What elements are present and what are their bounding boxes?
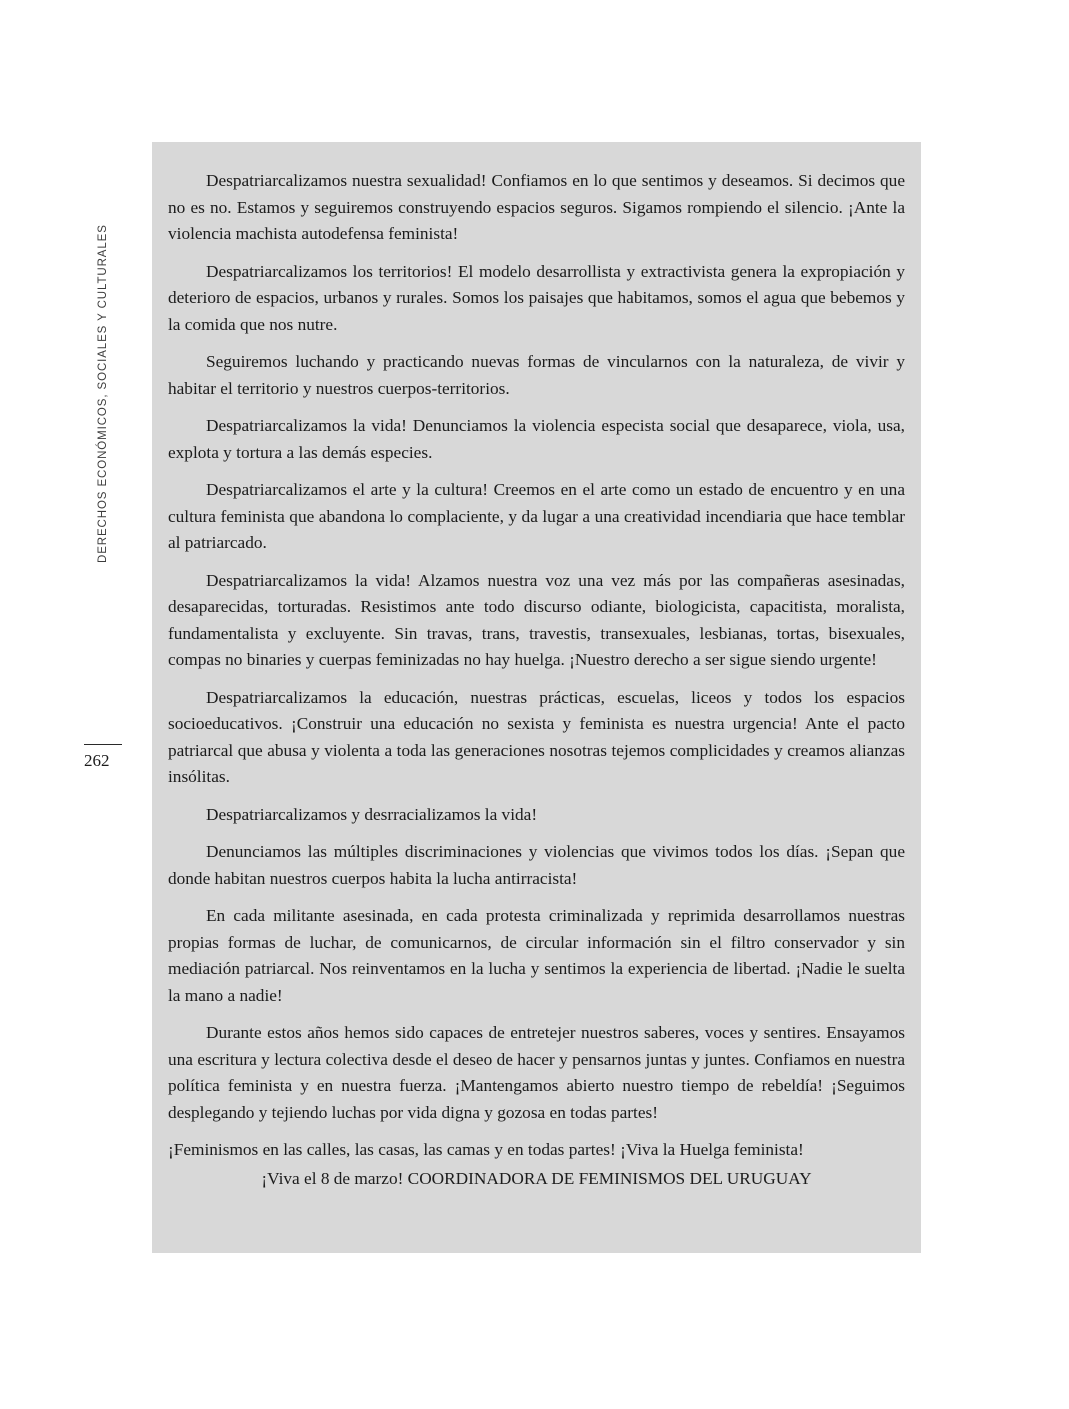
sidebar-vertical-label: DERECHOS ECONÓMICOS, SOCIALES Y CULTURALES: [97, 224, 109, 563]
paragraph-naturaleza: Seguiremos luchando y practicando nuevas formas de vincularnos con la naturaleza, de vivir y habitar el territorio y nuestros cuerpos-territorios.: [168, 352, 905, 398]
closing-line-coordinadora: ¡Viva el 8 de marzo! COORDINADORA DE FEMINISMOS DEL URUGUAY: [261, 1168, 812, 1188]
paragraph-militante: En cada militante asesinada, en cada protesta criminalizada y reprimida desarrollamos nuestras propias formas de luchar, de comunicarnos, de circular información sin el filtro conservador y sin mediación patriarcal. Nos reinventamos en la lucha y sentimos la experiencia de libertad. ¡Nadie le suelta la mano a nadie!: [168, 906, 905, 1005]
content-panel: [152, 142, 921, 1253]
paragraph-sexualidad: Despatriarcalizamos nuestra sexualidad! Confiamos en lo que sentimos y deseamos. Si decimos que no es no. Estamos y seguiremos construyendo espacios seguros. Sigamos rompiendo el silencio. ¡Ante la violencia machista autodefensa feminista!: [168, 171, 905, 243]
paragraph-territorios: Despatriarcalizamos los territorios! El modelo desarrollista y extractivista genera la expropiación y deterioro de espacios, urbanos y rurales. Somos los paisajes que habitamos, somos el agua que bebemos y la comida que nos nutre.: [168, 261, 905, 334]
page-number-rule: [84, 744, 122, 745]
page-number-block: [84, 744, 124, 771]
paragraph-desrracializamos: Despatriarcalizamos y desrracializamos la vida!: [206, 804, 538, 824]
paragraph-vida-voz: Despatriarcalizamos la vida! Alzamos nuestra voz una vez más por las compañeras asesinadas, desaparecidas, torturadas. Resistimos ante todo discurso odiante, biologicista, capacitista, moralista, fundamentalista y excluyente. Sin travas, trans, travestis, transexuales, lesbianas, tortas, bisexuales, compas no binaries y cuerpas feminizadas no hay huelga. ¡Nuestro derecho a ser sigue siendo urgente!: [168, 570, 905, 669]
paragraph-arte-cultura: Despatriarcalizamos el arte y la cultura! Creemos en el arte como un estado de encuentro y en una cultura feminista que abandona lo complaciente, y da lugar a una creatividad incendiaria que hace temblar al patriarcado.: [168, 480, 905, 552]
closing-line-feminismos: ¡Feminismos en las calles, las casas, las camas y en todas partes! ¡Viva la Huelga feminista!: [168, 1140, 804, 1159]
paragraph-entretejer: Durante estos años hemos sido capaces de entretejer nuestros saberes, voces y sentires. Ensayamos una escritura y lectura colectiva desde el deseo de hacer y pensarnos juntas y juntes. Confiamos en nuestra política feminista y en nuestra fuerza. ¡Mantengamos abierto nuestro tiempo de rebeldía! ¡Seguimos desplegando y tejiendo luchas por vida digna y gozosa en todas partes!: [168, 1023, 905, 1122]
paragraph-vida-especista: Despatriarcalizamos la vida! Denunciamos la violencia especista social que desaparece, viola, usa, explota y tortura a las demás especies.: [168, 416, 905, 462]
page-number: 262: [84, 751, 110, 770]
closing-paragraph: [168, 1137, 905, 1192]
paragraph-educacion: Despatriarcalizamos la educación, nuestras prácticas, escuelas, liceos y todos los espacios socioeducativos. ¡Construir una educación no sexista y feminista es nuestra urgencia! Ante el pacto patriarcal que abusa y violenta a toda las generaciones nosotras tejemos complicidades y creamos alianzas insólitas.: [168, 687, 905, 786]
paragraph-discriminaciones: Denunciamos las múltiples discriminaciones y violencias que vivimos todos los días. ¡Sepan que donde habitan nuestros cuerpos habita la lucha antirracista!: [168, 842, 905, 888]
